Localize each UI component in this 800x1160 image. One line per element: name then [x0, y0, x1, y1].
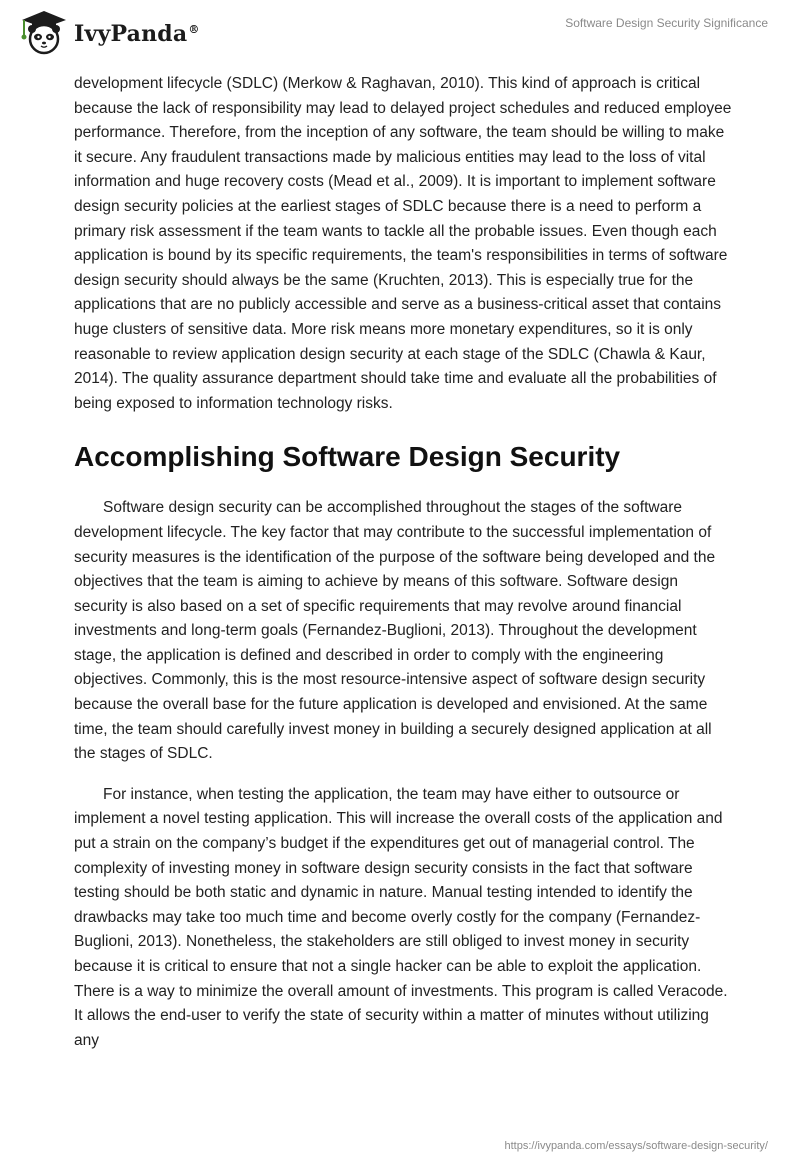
registered-mark: ® — [188, 22, 200, 36]
page-header — [0, 0, 800, 66]
panda-graduation-cap-icon — [14, 6, 70, 56]
brand-logo[interactable] — [14, 6, 200, 56]
brand-name: IvyPanda® — [74, 21, 200, 47]
essay-body — [74, 72, 734, 1053]
paragraph-continued: development lifecycle (SDLC) (Merkow & Raghavan, 2010). This kind of approach is critical because the lack of responsibility may lead to delayed project schedules and reduced employee performance. Therefore, from the inception of any software, the team should be willing to make it secure. Any fraudulent transactions made by malicious entities may lead to the loss of vital information and huge recovery costs (Mead et al., 2009). It is important to implement software design security policies at the earliest stages of SDLC because there is a need to perform a primary risk assessment if the team wants to tackle all the probable issues. Even though each application is bound by its specific requirements, the team's responsibilities in terms of software design security should always be the same (Kruchten, 2013). This is especially true for the applications that are no publicly accessible and serve as a business-critical asset that contains huge clusters of sensitive data. More risk means more monetary expenditures, so it is only reasonable to review application design security at each stage of the SDLC (Chawla & Kaur, 2014). The quality assurance department should take time and evaluate all the probabilities of being exposed to information technology risks. — [74, 75, 732, 412]
source-url-link[interactable]: https://ivypanda.com/essays/software-design-security/ — [504, 1140, 768, 1152]
section-heading: Accomplishing Software Design Security — [74, 441, 621, 473]
paragraph-accomplishing: Software design security can be accomplished throughout the stages of the software development lifecycle. The key factor that may contribute to the successful implementation of security measures is the identification of the purpose of the software being developed and the objectives that the team is aiming to achieve by means of this software. Software design security is also based on a set of specific requirements that may revolve around financial investments and long-term goals (Fernandez-Buglioni, 2013). Throughout the development stage, the application is defined and described in order to comply with the engineering objectives. Commonly, this is the most resource-intensive aspect of software design security because the overall base for the future application is developed and envisioned. At the same time, the team should carefully invest money in building a securely designed application at all the stages of SDLC. — [74, 499, 716, 763]
paragraph-testing: For instance, when testing the application, the team may have either to outsource or implement a novel testing application. This will increase the overall costs of the application and put a strain on the company’s budget if the expenditures get out of managerial control. The complexity of investing money in software design security consists in the fact that software testing should be both static and dynamic in nature. Manual testing intended to identify the drawbacks may take too much time and become overly costly for the company (Fernandez-Buglioni, 2013). Nonetheless, the stakeholders are still obliged to invest money in security because it is critical to ensure that not a single hacker can be able to exploit the application. There is a way to minimize the overall amount of investments. This program is called Veracode. It allows the end-user to verify the state of security within a matter of minutes without utilizing any — [74, 785, 728, 1049]
document-title: Software Design Security Significance — [565, 16, 768, 30]
